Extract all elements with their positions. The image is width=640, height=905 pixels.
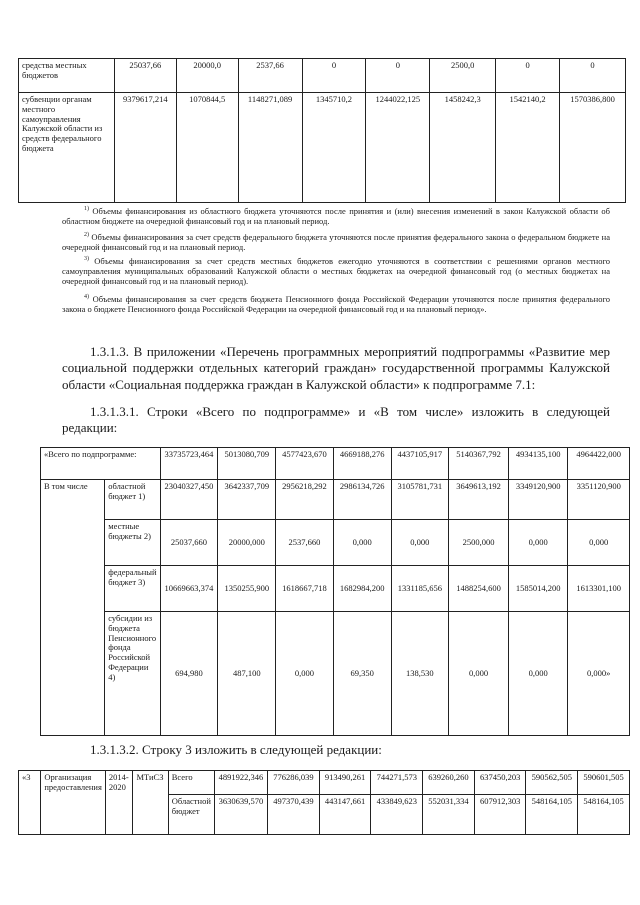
cell: 639260,260 xyxy=(423,771,475,795)
cell: 637450,203 xyxy=(474,771,526,795)
cell: 2500,000 xyxy=(449,520,509,566)
cell: 1488254,600 xyxy=(449,566,509,612)
cell: 433849,623 xyxy=(371,795,423,835)
row-label: субвенции органам местного самоуправления Калужской области из средств федерального бюджета xyxy=(19,93,115,203)
cell: 1585014,200 xyxy=(508,566,568,612)
cell: 2537,66 xyxy=(238,59,302,93)
footnote: $^{1)}$ Объемы финансирования из областного бюджета уточняются после принятия и (или) внесения изменений в закон Калужской области об областном бюджете на очередной финансовый год и на плановый период. xyxy=(62,206,610,227)
cell: 4891922,346 xyxy=(214,771,267,795)
cell: 2500,0 xyxy=(430,59,496,93)
cell: 0,000 xyxy=(391,520,449,566)
row-label: федеральный бюджет 3) xyxy=(105,566,160,612)
cell: 4669188,276 xyxy=(333,448,391,480)
executor: МТиСЗ xyxy=(133,771,168,835)
table-row xyxy=(19,771,630,795)
table-row xyxy=(19,59,626,93)
footnote: $^{4)}$ Объемы финансирования за счет средств бюджета Пенсионного фонда Российской Федерации уточняются после принятия федерального закона о бюджете Пенсионного фонда Российской Федерации на очередной финансовый год и на плановый период». xyxy=(62,294,610,315)
cell: 744271,573 xyxy=(371,771,423,795)
cell: 23040327,450 xyxy=(160,480,218,520)
cell: 776286,039 xyxy=(268,771,320,795)
row-label: Областной бюджет xyxy=(168,795,214,835)
cell: 497370,439 xyxy=(268,795,320,835)
cell: 1613301,100 xyxy=(568,566,630,612)
row-label: областной бюджет 1) xyxy=(105,480,160,520)
table-row xyxy=(19,93,626,203)
cell: 3349120,900 xyxy=(508,480,568,520)
cell: 0,000 xyxy=(333,520,391,566)
footnote: $^{2)}$ Объемы финансирования за счет средств федерального бюджета уточняются после принятия федерального закона о федеральном бюджете на очередной финансовый год и на плановый период. xyxy=(62,232,610,253)
cell: 2956218,292 xyxy=(276,480,334,520)
cell: 138,530 xyxy=(391,612,449,736)
cell: 3351120,900 xyxy=(568,480,630,520)
paragraph-1-3-1-3-2: 1.3.1.3.2. Строку 3 изложить в следующей редакции: xyxy=(90,742,382,757)
cell: 694,980 xyxy=(160,612,218,736)
row-label: субсидии из бюджета Пенсионного фонда Российской Федерации 4) xyxy=(105,612,160,736)
cell: 3105781,731 xyxy=(391,480,449,520)
cell: 0,000 xyxy=(276,612,334,736)
cell: 1570386,800 xyxy=(560,93,626,203)
cell: 1070844,5 xyxy=(176,93,238,203)
cell: 1148271,089 xyxy=(238,93,302,203)
table-row-total xyxy=(41,448,630,480)
cell: 25037,660 xyxy=(160,520,218,566)
cell: 1331185,656 xyxy=(391,566,449,612)
cell: 548164,105 xyxy=(526,795,578,835)
cell: 2986134,726 xyxy=(333,480,391,520)
row-label: Всего xyxy=(168,771,214,795)
cell: 4934135,100 xyxy=(508,448,568,480)
cell: 548164,105 xyxy=(578,795,630,835)
cell: 0,000 xyxy=(508,520,568,566)
cell: 5013080,709 xyxy=(218,448,276,480)
cell: 443147,661 xyxy=(319,795,371,835)
table-row xyxy=(41,612,630,736)
cell: 4577423,670 xyxy=(276,448,334,480)
incl-label: В том числе xyxy=(41,480,105,736)
table-row xyxy=(41,480,630,520)
cell: 9379617,214 xyxy=(114,93,176,203)
cell: 2537,660 xyxy=(276,520,334,566)
cell: 20000,0 xyxy=(176,59,238,93)
cell: 1542140,2 xyxy=(496,93,560,203)
row-label: местные бюджеты 2) xyxy=(105,520,160,566)
cell: 590562,505 xyxy=(526,771,578,795)
cell: 0,000» xyxy=(568,612,630,736)
cell: 0,000 xyxy=(568,520,630,566)
cell: 3630639,570 xyxy=(214,795,267,835)
cell: 3642337,709 xyxy=(218,480,276,520)
measure-name: Организация предоставления xyxy=(41,771,106,835)
cell: 25037,66 xyxy=(114,59,176,93)
cell: 0 xyxy=(496,59,560,93)
cell: 0 xyxy=(560,59,626,93)
paragraph-1-3-1-3-1: 1.3.1.3.1. Строки «Всего по подпрограмме» и «В том числе» изложить в следующей редакции: xyxy=(62,404,610,436)
cell: 4964422,000 xyxy=(568,448,630,480)
footnote: $^{3)}$ Объемы финансирования за счет средств местных бюджетов ежегодно уточняются в соответствии с решениями органов местного самоуправления муниципальных образований Калужской области о местных бюджетах на очередной финансовый год (о местных бюджетах на очередной финансовый год и на плановый период). xyxy=(62,256,610,287)
cell: 1458242,3 xyxy=(430,93,496,203)
cell: 1350255,900 xyxy=(218,566,276,612)
cell: 3649613,192 xyxy=(449,480,509,520)
cell: 0 xyxy=(366,59,430,93)
cell: 1345710,2 xyxy=(302,93,366,203)
cell: 10669663,374 xyxy=(160,566,218,612)
cell: 20000,000 xyxy=(218,520,276,566)
cell: 487,100 xyxy=(218,612,276,736)
cell: 69,350 xyxy=(333,612,391,736)
cell: 1682984,200 xyxy=(333,566,391,612)
cell: 607912,303 xyxy=(474,795,526,835)
cell: 913490,261 xyxy=(319,771,371,795)
row3-table xyxy=(18,770,630,835)
paragraph-1-3-1-3: 1.3.1.3. В приложении «Перечень программных мероприятий подпрограммы «Развитие мер социальной поддержки отдельных категорий граждан» государственной программы Калужской области «Социальная поддержка граждан в Калужской области» к подпрограмме 7.1: xyxy=(62,344,610,392)
row-number: «3 xyxy=(19,771,41,835)
cell: 0 xyxy=(302,59,366,93)
cell: 590601,505 xyxy=(578,771,630,795)
years: 2014-2020 xyxy=(105,771,133,835)
cell: 5140367,792 xyxy=(449,448,509,480)
cell: 552031,334 xyxy=(423,795,475,835)
table-row xyxy=(41,566,630,612)
subprogram-totals-table xyxy=(40,447,630,736)
financing-table-top xyxy=(18,58,626,203)
table-row xyxy=(41,520,630,566)
cell: 1244022,125 xyxy=(366,93,430,203)
cell: 0,000 xyxy=(449,612,509,736)
row-label: средства местных бюджетов xyxy=(19,59,115,93)
cell: 1618667,718 xyxy=(276,566,334,612)
row-label: «Всего по подпрограмме: xyxy=(41,448,161,480)
cell: 33735723,464 xyxy=(160,448,218,480)
cell: 4437105,917 xyxy=(391,448,449,480)
cell: 0,000 xyxy=(508,612,568,736)
